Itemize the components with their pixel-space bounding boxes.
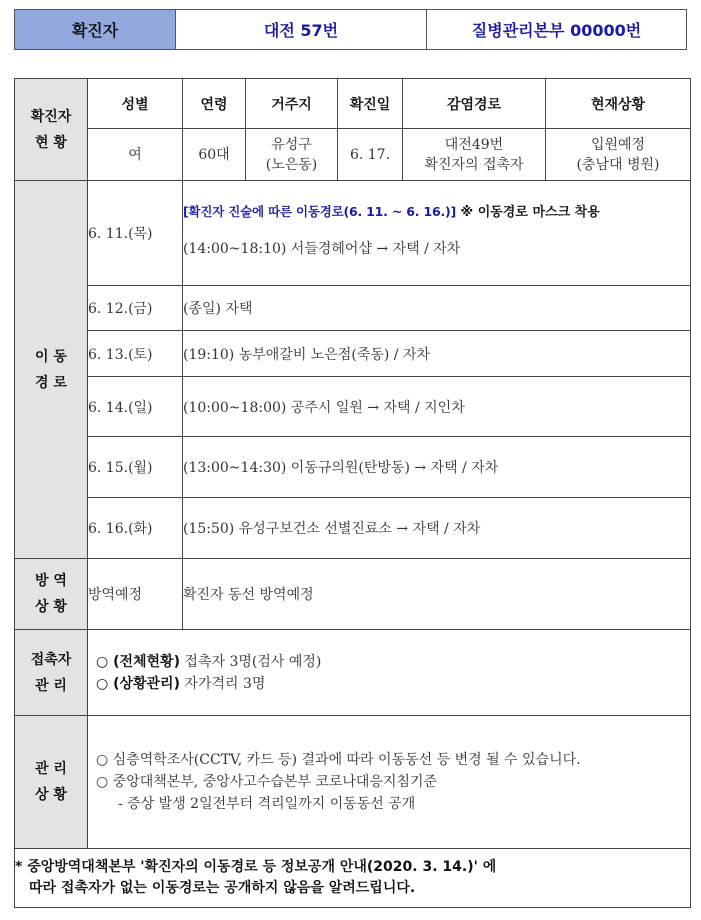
case-national-number: 질병관리본부 00000번 (471, 21, 642, 40)
movement-date: 6. 14.(일) (88, 377, 183, 437)
value-sex: 여 (88, 129, 183, 181)
movement-note: [확진자 진술에 따른 이동경로(6. 11. ~ 6. 16.)] (183, 203, 457, 219)
value-residence: 유성구 (노은동) (246, 129, 338, 181)
status-side-label: 확진자 현 황 (15, 79, 88, 181)
value-current: 입원예정 (충남대 병원) (546, 129, 691, 181)
movement-text: (종일) 자택 (183, 286, 691, 331)
header-label: 확진자 (15, 10, 176, 49)
contacts-side-label: 접촉자 관 리 (15, 630, 88, 716)
value-age: 60대 (183, 129, 246, 181)
contacts-content: ○ (전체현황) 접촉자 3명(검사 예정) ○ (상황관리) 자가격리 3명 (88, 630, 691, 716)
management-line: ○ 심층역학조사(CCTV, 카드 등) 결과에 따라 이동동선 등 변경 될 수 있습니다. (96, 752, 581, 768)
movement-text: (15:50) 유성구보건소 선별진료소 → 자택 / 자차 (183, 498, 691, 559)
col-route: 감염경로 (403, 79, 546, 129)
movement-text: (13:00~14:30) 이동규의원(탄방동) → 자택 / 자차 (183, 437, 691, 498)
movement-date: 6. 12.(금) (88, 286, 183, 331)
movement-date: 6. 16.(화) (88, 498, 183, 559)
case-local-number: 대전 57번 (176, 10, 427, 49)
disinfection-side-label: 방 역 상 황 (15, 559, 88, 630)
value-confirmed: 6. 17. (338, 129, 403, 181)
col-current: 현재상황 (546, 79, 691, 129)
case-info-table (14, 78, 691, 908)
value-route: 대전49번 확진자의 접촉자 (403, 129, 546, 181)
movement-text: (10:00~18:00) 공주시 일원 → 자택 / 지인차 (183, 377, 691, 437)
disinfection-detail: 확진자 동선 방역예정 (183, 559, 691, 630)
movement-side-label: 이 동 경 로 (15, 181, 88, 559)
col-residence: 거주지 (246, 79, 338, 129)
management-subline: - 증상 발생 2일전부터 격리일까지 이동동선 공개 (118, 796, 416, 812)
footer-notice: * 중앙방역대책본부 '확진자의 이동경로 등 정보공개 안내(2020. 3. 14.)' 에 따라 접촉자가 없는 이동경로는 공개하지 않음을 알려드립니다. (15, 849, 691, 908)
movement-date: 6. 11.(목) (88, 181, 183, 286)
management-line: ○ 중앙대책본부, 중앙사고수습본부 코로나대응지침기준 (96, 774, 438, 790)
management-side-label: 관 리 상 황 (15, 716, 88, 849)
management-content (88, 716, 691, 849)
movement-date: 6. 15.(월) (88, 437, 183, 498)
col-age: 연령 (183, 79, 246, 129)
case-header (14, 9, 687, 50)
movement-date: 6. 13.(토) (88, 331, 183, 377)
disinfection-status: 방역예정 (88, 559, 183, 630)
mask-note: ※ 이동경로 마스크 착용 (460, 204, 600, 220)
movement-text: (19:10) 농부애갈비 노은점(죽동) / 자차 (183, 331, 691, 377)
col-confirmed: 확진일 (338, 79, 403, 129)
col-sex: 성별 (88, 79, 183, 129)
movement-text: [확진자 진술에 따른 이동경로(6. 11. ~ 6. 16.)] ※ 이동경로 마스크 착용 (14:00~18:10) 서들경헤어샵 → 자택 / 자차 (183, 181, 691, 286)
